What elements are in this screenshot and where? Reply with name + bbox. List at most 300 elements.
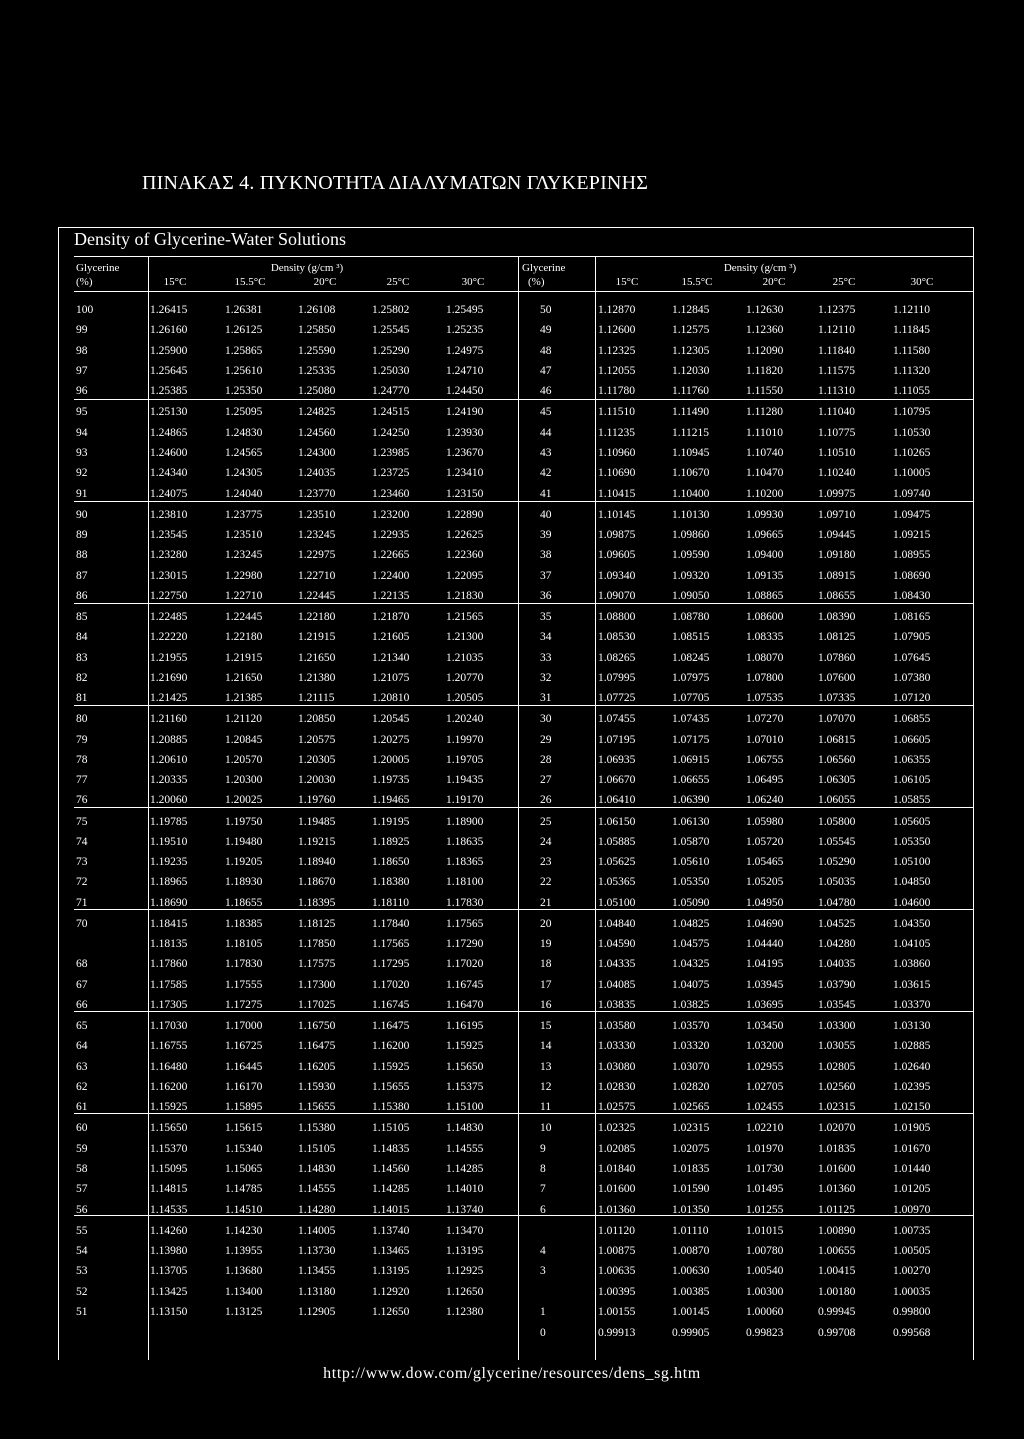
right-density-cell: 1.04825 [672, 917, 710, 930]
left-glycerine-pct: 65 [76, 1020, 88, 1033]
left-density-cell: 1.18635 [446, 835, 484, 848]
right-glycerine-pct: 6 [540, 1203, 546, 1216]
left-density-cell: 1.17295 [372, 958, 410, 971]
right-density-cell: 1.06390 [672, 794, 710, 807]
left-density-cell: 1.18655 [225, 896, 263, 909]
left-density-cell: 1.21650 [298, 651, 336, 664]
left-density-cell: 1.16475 [372, 1020, 410, 1033]
right-density-cell: 0.99708 [818, 1327, 856, 1339]
right-density-cell: 1.04590 [598, 938, 636, 951]
right-density-cell: 1.12110 [893, 304, 930, 316]
right-glycerine-pct: 12 [540, 1081, 552, 1093]
left-glycerine-pct: 57 [76, 1183, 88, 1196]
right-density-cell: 1.10470 [746, 467, 784, 480]
right-density-cell: 1.11760 [672, 385, 709, 398]
right-density-cell: 1.09475 [893, 508, 931, 521]
right-density-cell: 1.07455 [598, 713, 636, 726]
right-density-cell: 1.12360 [746, 324, 784, 337]
right-density-cell: 1.12110 [818, 324, 855, 337]
left-glycerine-pct: 73 [76, 856, 88, 869]
left-density-cell: 1.12380 [446, 1305, 484, 1318]
left-glycerine-pct: 97 [76, 364, 88, 377]
right-density-cell: 1.05870 [672, 835, 710, 848]
left-density-cell: 1.21035 [446, 651, 484, 664]
right-density-cell: 1.01835 [672, 1163, 710, 1175]
right-density-cell: 1.01730 [746, 1163, 784, 1175]
left-density-cell: 1.19215 [298, 835, 336, 848]
right-density-cell: 1.00735 [893, 1224, 931, 1237]
left-glycerine-pct: 91 [76, 487, 88, 500]
right-density-cell: 1.08515 [672, 631, 710, 644]
left-density-cell: 1.18690 [150, 896, 188, 909]
right-density-cell: 0.99568 [893, 1327, 931, 1339]
right-density-cell: 1.04075 [672, 978, 710, 991]
right-density-cell: 1.03370 [893, 999, 931, 1011]
left-density-cell: 1.20025 [225, 794, 263, 807]
left-density-cell: 1.18100 [446, 876, 484, 889]
right-glycerine-pct: 21 [540, 896, 552, 909]
right-density-cell: 1.03695 [746, 999, 784, 1011]
left-density-cell: 1.23985 [372, 446, 410, 459]
left-density-cell: 1.16170 [225, 1081, 263, 1093]
left-density-cell: 1.19705 [446, 753, 484, 766]
right-density-cell: 1.05885 [598, 835, 636, 848]
divider-left-pct [148, 256, 149, 1360]
left-density-cell: 1.26108 [298, 304, 336, 316]
right-density-cell: 1.05035 [818, 876, 856, 889]
left-density-cell: 1.17020 [372, 978, 410, 991]
right-density-cell: 1.01835 [818, 1142, 856, 1155]
right-pct-header: (%) [528, 276, 545, 288]
right-density-cell: 0.99913 [598, 1327, 636, 1339]
left-density-cell: 1.17025 [298, 999, 336, 1011]
right-density-cell: 1.10690 [598, 467, 636, 480]
right-density-cell: 1.02560 [818, 1081, 856, 1093]
left-density-cell: 1.26381 [225, 304, 263, 316]
left-glycerine-pct: 89 [76, 528, 88, 541]
left-density-cell: 1.15925 [150, 1101, 188, 1114]
right-density-cell: 1.02075 [672, 1142, 710, 1155]
left-density-cell: 1.20335 [150, 774, 188, 787]
left-density-cell: 1.16200 [372, 1040, 410, 1053]
right-density-cell: 1.09135 [746, 569, 784, 582]
left-density-cell: 1.19750 [225, 815, 263, 828]
right-density-cell: 1.04035 [818, 958, 856, 971]
left-glycerine-pct: 99 [76, 324, 88, 337]
left-glycerine-pct: 80 [76, 713, 88, 726]
left-density-cell: 1.21340 [372, 651, 410, 664]
right-density-cell: 1.11550 [746, 385, 783, 398]
right-density-cell: 1.02315 [818, 1101, 856, 1114]
right-glycerine-pct: 41 [540, 487, 552, 500]
left-density-cell: 1.22975 [298, 549, 336, 562]
left-density-cell: 1.15650 [150, 1122, 188, 1135]
left-density-cell: 1.24710 [446, 364, 484, 377]
left-glycerine-pct: 78 [76, 753, 88, 766]
left-density-cell: 1.17565 [446, 917, 484, 930]
right-density-cell: 1.10960 [598, 446, 636, 459]
right-density-cell: 1.01350 [672, 1203, 710, 1216]
right-density-cell: 1.02085 [598, 1142, 636, 1155]
right-density-cell: 1.06670 [598, 774, 636, 787]
right-density-cell: 0.99905 [672, 1327, 710, 1339]
right-density-cell: 1.06605 [893, 733, 931, 746]
right-density-cell: 1.04600 [893, 896, 931, 909]
right-density-cell: 1.11820 [746, 364, 783, 377]
left-density-cell: 1.17020 [446, 958, 484, 971]
right-density-cell: 1.05800 [818, 815, 856, 828]
right-density-cell: 1.03835 [598, 999, 636, 1011]
left-density-cell: 1.17275 [225, 999, 263, 1011]
right-density-cell: 1.08430 [893, 589, 931, 602]
left-density-cell: 1.19435 [446, 774, 484, 787]
left-density-cell: 1.14260 [150, 1224, 188, 1237]
divider-right-pct [595, 256, 596, 1360]
right-glycerine-pct: 39 [540, 528, 552, 541]
right-density-cell: 1.11490 [672, 406, 709, 419]
right-glycerine-pct: 46 [540, 385, 552, 398]
right-density-cell: 1.01905 [893, 1122, 931, 1135]
left-density-cell: 1.21120 [225, 713, 262, 726]
left-density-cell: 1.23930 [446, 426, 484, 439]
right-density-cell: 1.09320 [672, 569, 710, 582]
left-density-cell: 1.22445 [298, 589, 336, 602]
left-density-cell: 1.21830 [446, 589, 484, 602]
left-density-cell: 1.15925 [446, 1040, 484, 1053]
group-rule [74, 399, 974, 400]
right-density-cell: 1.10415 [598, 487, 636, 500]
left-temp-20: 20°C [313, 276, 337, 288]
left-density-cell: 1.24830 [225, 426, 263, 439]
left-density-cell: 1.14555 [446, 1142, 484, 1155]
right-glycerine-pct: 19 [540, 938, 552, 951]
right-density-cell: 1.00655 [818, 1245, 856, 1257]
right-density-cell: 1.08125 [818, 631, 856, 644]
left-temp-15-5: 15.5°C [234, 276, 266, 288]
left-density-cell: 1.12905 [298, 1305, 336, 1318]
left-density-cell: 1.14010 [446, 1183, 484, 1196]
left-density-cell: 1.17830 [225, 958, 263, 971]
right-density-cell: 1.11320 [893, 364, 930, 377]
right-density-cell: 1.01440 [893, 1163, 931, 1175]
left-density-cell: 1.19480 [225, 835, 263, 848]
right-glycerine-pct: 22 [540, 876, 552, 889]
left-density-cell: 1.25130 [150, 406, 188, 419]
left-glycerine-pct: 84 [76, 631, 88, 644]
right-density-cell: 1.05465 [746, 856, 784, 869]
right-density-cell: 1.11510 [598, 406, 635, 419]
right-density-cell: 1.11040 [818, 406, 855, 419]
left-density-cell: 1.17830 [446, 896, 484, 909]
right-density-cell: 1.11575 [818, 364, 855, 377]
right-density-cell: 1.12600 [598, 324, 636, 337]
left-density-cell: 1.25350 [225, 385, 263, 398]
left-glycerine-pct: 58 [76, 1163, 88, 1175]
right-density-cell: 1.01600 [818, 1163, 856, 1175]
right-density-cell: 1.07010 [746, 733, 784, 746]
right-density-cell: 1.05290 [818, 856, 856, 869]
right-density-cell: 1.06130 [672, 815, 710, 828]
left-glycerine-pct: 59 [76, 1142, 88, 1155]
left-glycerine-pct: 98 [76, 344, 88, 357]
right-density-cell: 1.03545 [818, 999, 856, 1011]
left-density-cell: 1.14015 [372, 1203, 410, 1216]
right-density-cell: 1.06150 [598, 815, 636, 828]
left-density-cell: 1.13705 [150, 1265, 188, 1278]
right-glycerine-pct: 3 [540, 1265, 546, 1278]
left-density-cell: 1.24300 [298, 446, 336, 459]
right-density-cell: 1.00155 [598, 1305, 636, 1318]
right-density-cell: 1.07975 [672, 671, 710, 684]
right-density-cell: 1.01120 [598, 1224, 635, 1237]
right-density-cell: 1.06305 [818, 774, 856, 787]
left-density-cell: 1.13955 [225, 1245, 263, 1257]
right-density-cell: 1.04690 [746, 917, 784, 930]
left-density-cell: 1.18930 [225, 876, 263, 889]
right-density-cell: 1.06935 [598, 753, 636, 766]
left-density-cell: 1.21300 [446, 631, 484, 644]
right-density-cell: 1.00875 [598, 1245, 636, 1257]
right-density-cell: 1.02070 [818, 1122, 856, 1135]
left-glycerine-pct: 75 [76, 815, 88, 828]
right-density-cell: 1.07905 [893, 631, 931, 644]
right-density-cell: 1.01970 [746, 1142, 784, 1155]
right-density-cell: 1.07600 [818, 671, 856, 684]
left-density-cell: 1.14005 [298, 1224, 336, 1237]
right-density-header: Density (g/cm ³) [723, 262, 797, 274]
right-density-cell: 1.01255 [746, 1203, 784, 1216]
right-density-cell: 1.09215 [893, 528, 931, 541]
left-density-cell: 1.24305 [225, 467, 263, 480]
left-density-cell: 1.20850 [298, 713, 336, 726]
left-density-cell: 1.23770 [298, 487, 336, 500]
right-density-cell: 1.06655 [672, 774, 710, 787]
left-density-cell: 1.25900 [150, 344, 188, 357]
right-density-cell: 1.09445 [818, 528, 856, 541]
left-density-cell: 1.20005 [372, 753, 410, 766]
left-density-cell: 1.23280 [150, 549, 188, 562]
left-density-cell: 1.19195 [372, 815, 410, 828]
left-glycerine-pct: 62 [76, 1081, 88, 1093]
left-density-cell: 1.24515 [372, 406, 410, 419]
right-density-cell: 1.00395 [598, 1285, 636, 1298]
right-density-cell: 1.02820 [672, 1081, 710, 1093]
right-density-cell: 1.12845 [672, 304, 710, 316]
right-density-cell: 1.09665 [746, 528, 784, 541]
right-density-cell: 1.02325 [598, 1122, 636, 1135]
left-density-cell: 1.17300 [298, 978, 336, 991]
right-density-cell: 1.03330 [598, 1040, 636, 1053]
right-density-cell: 1.12090 [746, 344, 784, 357]
left-density-cell: 1.22400 [372, 569, 410, 582]
left-density-cell: 1.24865 [150, 426, 188, 439]
right-density-cell: 1.12055 [598, 364, 636, 377]
right-temp-25: 25°C [832, 276, 856, 288]
right-density-cell: 1.09975 [818, 487, 856, 500]
right-glycerine-pct: 45 [540, 406, 552, 419]
right-density-cell: 1.10945 [672, 446, 710, 459]
left-density-cell: 1.24600 [150, 446, 188, 459]
right-density-cell: 1.09605 [598, 549, 636, 562]
left-density-cell: 1.25865 [225, 344, 263, 357]
left-glycerine-pct: 56 [76, 1203, 88, 1216]
left-glycerine-pct: 87 [76, 569, 88, 582]
page-heading: ΠΙΝΑΚΑΣ 4. ΠΥΚΝΟΤΗΤΑ ΔΙΑΛΥΜΑΤΩΝ ΓΛΥΚΕΡΙΝΗΣ [142, 172, 649, 194]
left-density-cell: 1.19465 [372, 794, 410, 807]
left-density-cell: 1.22935 [372, 528, 410, 541]
left-density-cell: 1.13125 [225, 1305, 263, 1318]
left-density-cell: 1.17000 [225, 1020, 263, 1033]
right-glycerine-pct: 40 [540, 508, 552, 521]
right-density-cell: 1.06495 [746, 774, 784, 787]
left-density-cell: 1.13400 [225, 1285, 263, 1298]
right-glycerine-pct: 50 [540, 304, 552, 316]
left-density-cell: 1.22665 [372, 549, 410, 562]
right-density-cell: 1.11280 [746, 406, 783, 419]
right-density-cell: 1.06560 [818, 753, 856, 766]
right-glycerine-pct: 26 [540, 794, 552, 807]
left-glycerine-pct: 51 [76, 1305, 88, 1318]
left-glycerine-pct: 64 [76, 1040, 88, 1053]
right-density-cell: 1.08915 [818, 569, 856, 582]
right-density-cell: 1.00300 [746, 1285, 784, 1298]
left-density-cell: 1.21955 [150, 651, 188, 664]
left-density-cell: 1.14835 [372, 1142, 410, 1155]
left-density-cell: 1.25645 [150, 364, 188, 377]
left-density-cell: 1.18650 [372, 856, 410, 869]
left-glycerine-pct: 100 [76, 304, 94, 316]
left-density-cell: 1.22180 [298, 610, 336, 623]
right-density-cell: 1.08165 [893, 610, 931, 623]
left-glycerine-pct: 61 [76, 1101, 88, 1114]
left-glycerine-pct: 70 [76, 917, 88, 930]
left-density-cell: 1.24250 [372, 426, 410, 439]
left-density-cell: 1.13730 [298, 1245, 336, 1257]
right-density-cell: 1.02955 [746, 1060, 784, 1073]
right-density-cell: 1.08865 [746, 589, 784, 602]
right-density-cell: 1.11010 [746, 426, 783, 439]
left-density-cell: 1.15105 [298, 1142, 336, 1155]
right-density-cell: 1.02640 [893, 1060, 931, 1073]
left-density-cell: 1.14830 [298, 1163, 336, 1175]
left-density-cell: 1.21160 [150, 713, 187, 726]
right-density-cell: 1.05610 [672, 856, 710, 869]
left-density-cell: 1.20810 [372, 692, 410, 705]
right-density-cell: 1.04350 [893, 917, 931, 930]
right-density-cell: 1.07860 [818, 651, 856, 664]
right-glycerine-pct: 35 [540, 610, 552, 623]
right-density-cell: 1.04440 [746, 938, 784, 951]
left-density-cell: 1.18415 [150, 917, 188, 930]
left-glycerine-pct: 67 [76, 978, 88, 991]
left-density-cell: 1.15095 [150, 1163, 188, 1175]
right-density-cell: 1.08245 [672, 651, 710, 664]
left-density-cell: 1.25095 [225, 406, 263, 419]
left-density-cell: 1.18925 [372, 835, 410, 848]
right-density-cell: 1.07195 [598, 733, 636, 746]
left-density-cell: 1.23015 [150, 569, 188, 582]
right-density-cell: 1.10200 [746, 487, 784, 500]
right-density-cell: 1.05100 [893, 856, 931, 869]
left-density-cell: 1.22445 [225, 610, 263, 623]
left-glycerine-pct: 63 [76, 1060, 88, 1073]
left-density-cell: 1.20275 [372, 733, 410, 746]
right-density-cell: 1.09740 [893, 487, 931, 500]
left-density-cell: 1.24565 [225, 446, 263, 459]
left-density-cell: 1.20845 [225, 733, 263, 746]
left-density-cell: 1.20885 [150, 733, 188, 746]
right-density-cell: 1.00385 [672, 1285, 710, 1298]
left-density-cell: 1.19970 [446, 733, 484, 746]
left-density-cell: 1.17585 [150, 978, 188, 991]
left-density-cell: 1.16445 [225, 1060, 263, 1073]
right-density-cell: 1.03580 [598, 1020, 636, 1033]
right-glycerine-pct: 38 [540, 549, 552, 562]
left-density-cell: 1.20610 [150, 753, 188, 766]
left-density-cell: 1.15650 [446, 1060, 484, 1073]
left-density-cell: 1.21605 [372, 631, 410, 644]
left-density-cell: 1.13150 [150, 1305, 188, 1318]
right-density-cell: 1.00540 [746, 1265, 784, 1278]
right-glycerine-pct: 9 [540, 1142, 546, 1155]
right-density-cell: 1.08800 [598, 610, 636, 623]
right-density-cell: 1.06815 [818, 733, 856, 746]
left-glycerine-pct: 95 [76, 406, 88, 419]
left-density-cell: 1.16755 [150, 1040, 188, 1053]
right-density-cell: 1.09875 [598, 528, 636, 541]
right-density-cell: 1.03790 [818, 978, 856, 991]
right-density-cell: 1.00270 [893, 1265, 931, 1278]
left-density-cell: 1.18900 [446, 815, 484, 828]
left-density-cell: 1.13195 [372, 1265, 410, 1278]
right-density-cell: 1.10510 [818, 446, 856, 459]
right-density-cell: 1.03450 [746, 1020, 784, 1033]
left-density-cell: 1.20545 [372, 713, 410, 726]
right-density-cell: 1.08530 [598, 631, 636, 644]
left-density-cell: 1.14285 [372, 1183, 410, 1196]
left-density-cell: 1.16195 [446, 1020, 484, 1033]
left-density-cell: 1.12920 [372, 1285, 410, 1298]
left-density-cell: 1.13740 [446, 1203, 484, 1216]
left-density-cell: 1.23460 [372, 487, 410, 500]
left-density-cell: 1.23810 [150, 508, 188, 521]
left-density-cell: 1.15615 [225, 1122, 263, 1135]
header-bottom-rule [74, 291, 974, 292]
left-density-cell: 1.24450 [446, 385, 484, 398]
right-density-cell: 1.10795 [893, 406, 931, 419]
right-density-cell: 1.07800 [746, 671, 784, 684]
left-density-cell: 1.24340 [150, 467, 188, 480]
right-density-cell: 1.05100 [598, 896, 636, 909]
left-density-cell: 1.13195 [446, 1245, 484, 1257]
left-density-cell: 1.25080 [298, 385, 336, 398]
right-density-cell: 1.02315 [672, 1122, 710, 1135]
left-density-cell: 1.18380 [372, 876, 410, 889]
source-url[interactable]: http://www.dow.com/glycerine/resources/dens_sg.htm [323, 1365, 701, 1382]
right-density-cell: 1.10400 [672, 487, 710, 500]
left-density-cell: 1.15380 [298, 1122, 336, 1135]
left-density-cell: 1.19235 [150, 856, 188, 869]
left-density-header: Density (g/cm ³) [270, 262, 344, 274]
right-glycerine-pct: 32 [540, 671, 552, 684]
right-density-cell: 1.01015 [746, 1224, 784, 1237]
left-density-cell: 1.25610 [225, 364, 263, 377]
left-pct-header: (%) [76, 276, 93, 288]
right-density-cell: 1.12630 [746, 304, 784, 316]
right-density-cell: 1.11055 [893, 385, 930, 398]
left-density-cell: 1.23670 [446, 446, 484, 459]
left-density-cell: 1.14815 [150, 1183, 188, 1196]
